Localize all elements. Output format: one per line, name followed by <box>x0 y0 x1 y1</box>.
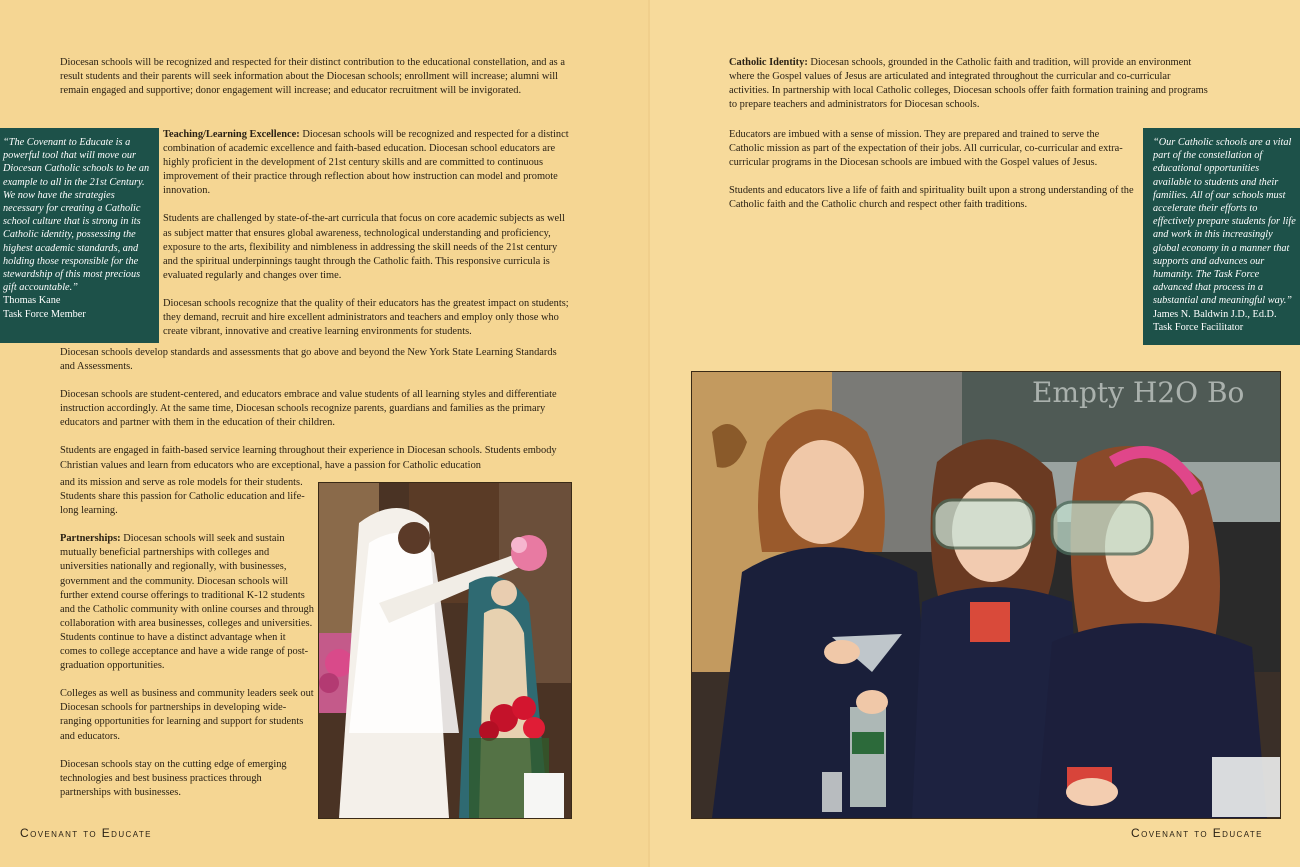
identity-section <box>729 56 1209 126</box>
cutting-edge-paragraph: Diocesan schools stay on the cutting edge of emerging technologies and best business practices through partnerships with businesses. <box>60 758 287 798</box>
communion-photo <box>318 482 572 819</box>
quote-text: “The Covenant to Educate is a powerful tool that will move our Diocesan Catholic schools to be an example to all in the 21st Century. We now have the strategies necessary for creating a Catholic school culture that is strong in its Catholic identity, possessing the highest academic standards, and holding those responsible for the stewardship of this most precious gift accountable.” <box>3 137 150 294</box>
chalkboard-writing: Empty H2O Bo <box>1032 376 1245 409</box>
partnerships-paragraph: Partnerships: Diocesan schools will seek and sustain mutually beneficial partnerships with colleges and universities nationally and regionally, with businesses, government and the community. Diocesan schools will further extend course offerings to traditional K-12 students and the Catholic community with online courses and through collaboration with area businesses, colleges and universities. Students continue to have a distinct advantage when it comes to college acceptance and have a wide range of post-graduation opportunities. <box>60 533 314 672</box>
footer-right: Covenant to Educate <box>1131 826 1263 840</box>
footer-left: Covenant to Educate <box>20 826 152 840</box>
identity-heading: Catholic Identity: <box>729 57 808 68</box>
quote-role: Task Force Member <box>3 308 86 320</box>
faith-life-paragraph: Students and educators live a life of faith and spirituality built upon a strong understanding of the Catholic faith and the Catholic church and respect other faith traditions. <box>729 185 1134 211</box>
student-centered-paragraph: Diocesan schools are student-centered, and educators embrace and value students of all learning styles and differentiate instruction accordingly. At the same time, Diocesan schools recognize parents, guardians and families as the primary educators and partner with them in the education of their children. <box>60 389 557 429</box>
service-learning-continued: and its mission and serve as role models for their students. Students share this passion for Catholic education and life-long learning. <box>60 477 305 517</box>
curricula-paragraph: Students are challenged by state-of-the-art curricula that focus on core academic subjects as well as subject matter that ensures global awareness, technological understanding and proficiency, exposure to the arts, flexibility and nimbleness in addressing the skill needs of the 21st century and the spiritual underpinnings taught through the Catholic faith. This responsive curricula is evaluated regularly and changes over time. <box>163 213 565 281</box>
quote-author: Thomas Kane <box>3 295 61 307</box>
colleges-paragraph: Colleges as well as business and community leaders seek out Diocesan schools for partnerships in developing wide-ranging opportunities for learning and support for students and educators. <box>60 688 314 742</box>
right-page <box>650 0 1300 867</box>
standards-paragraph: Diocesan schools develop standards and assessments that go above and beyond the New York State Learning Standards and Assessments. <box>60 347 557 373</box>
communion-photo-illustration <box>319 483 571 818</box>
science-class-photo <box>691 371 1281 819</box>
quote-role: Task Force Facilitator <box>1153 321 1244 333</box>
standards-section <box>60 346 572 473</box>
science-class-illustration <box>692 372 1280 818</box>
mission-section <box>729 128 1135 226</box>
educators-quality-paragraph: Diocesan schools recognize that the quality of their educators has the greatest impact on students; they demand, recruit and hire excellent administrators and teachers and employ only those who create vibrant, innovative and creative learning environments for students. <box>163 297 569 338</box>
pull-quote-baldwin <box>1143 128 1300 345</box>
partnerships-heading: Partnerships: <box>60 533 121 545</box>
mission-paragraph: Educators are imbued with a sense of mission. They are prepared and trained to serve the Catholic mission as part of the expectation of their jobs. All curricular, co-curricular and extra-curricular programs in the Diocesan schools are imbued with the Gospel values of Jesus. <box>729 129 1123 169</box>
intro-paragraph: Diocesan schools will be recognized and respected for their distinct contribution to the educational constellation, and as a result students and their parents will seek information about the Diocesan schools; enrollment will increase; alumni will remain engaged and supportive; donor engagement will increase; and educator recruitment will be invigorated. <box>60 57 565 97</box>
teaching-section <box>163 128 572 339</box>
teaching-heading: Teaching/Learning Excellence: <box>163 129 300 140</box>
identity-paragraph: Catholic Identity: Diocesan schools, grounded in the Catholic faith and tradition, will provide an environment where the Gospel values of Jesus are articulated and integrated throughout the curricular and co-curricular activities. In partnership with local Catholic colleges, Diocesan schools offer faith formation training and programs to prepare teachers and administrators for Diocesan schools. <box>729 57 1208 111</box>
service-learning-paragraph: Students are engaged in faith-based service learning throughout their experience in Diocesan schools. Students embody Christian values and learn from educators who are exceptional, have a passion for Catholic education <box>60 445 557 471</box>
quote-author: James N. Baldwin J.D., Ed.D. <box>1153 308 1277 320</box>
teaching-paragraph: Teaching/Learning Excellence: Diocesan schools will be recognized and respected for a distinct combination of academic excellence and faith-based education. Diocesan school educators are highly proficient in the development of 21st century skills and are committed to continuous improvement of their practice through reflection about how instruction can model and promote innovation. <box>163 129 569 197</box>
pull-quote-kane <box>0 128 159 343</box>
partnerships-section <box>60 476 314 814</box>
quote-text: “Our Catholic schools are a vital part of the constellation of educational opportunities available to students and their families. All of our schools must accelerate their efforts to effectively prepare students for life and work in this increasingly global economy in a manner that supports and advances our humanity. The Task Force advanced that process in a substantial and meaningful way.” <box>1153 137 1296 307</box>
